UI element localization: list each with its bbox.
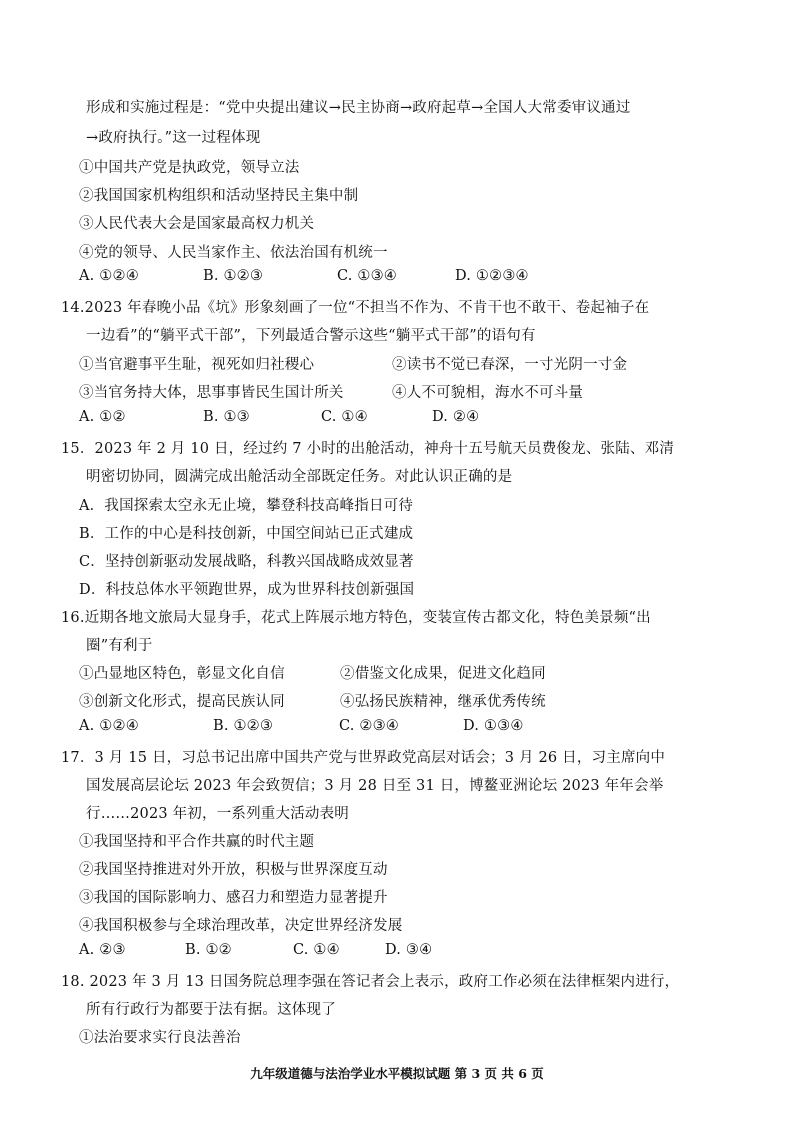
q14-option-d: D. ②④ [432,409,480,425]
q16-statement-2: ②借鉴文化成果，促进文化趋同 [340,666,546,682]
q18-stem-line1: 18. 2023 年 3 月 13 日国务院总理李强在答记者会上表示，政府工作必须在法律框架内进行， [61,974,680,990]
q13-statement-1: ①中国共产党是执政党，领导立法 [79,160,300,176]
q14-option-b: B. ①③ [203,409,250,425]
q14-statement-2: ②读书不觉已春深，一寸光阴一寸金 [392,357,628,373]
q17-option-a: A. ②③ [79,942,126,958]
q17-option-b: B. ①② [185,942,232,958]
q13-statement-2: ②我国国家机构组织和活动坚持民主集中制 [79,188,359,204]
q16-option-c: C. ②③④ [339,718,399,734]
q13-statement-4: ④党的领导、人民当家作主、依法治国有机统一 [79,245,388,261]
q16-statement-3: ③创新文化形式，提高民族认同 [79,694,285,710]
q16-statement-4: ④弘扬民族精神，继承优秀传统 [340,694,546,710]
q13-statement-3: ③人民代表大会是国家最高权力机关 [79,216,315,232]
q16-option-a: A. ①②④ [79,718,139,734]
q17-statement-4: ④我国积极参与全球治理改革，决定世界经济发展 [79,918,403,934]
q13-option-c: C. ①③④ [337,268,397,284]
q16-options [79,718,524,734]
q16-option-d: D. ①③④ [463,718,524,734]
q15-option-d: D．科技总体水平领跑世界，成为世界科技创新强国 [79,582,415,598]
q18-statement-1: ①法治要求实行良法善治 [79,1030,241,1046]
q17-options [79,942,432,958]
q17-option-d: D. ③④ [385,942,433,958]
q15-option-b: B．工作的中心是科技创新，中国空间站已正式建成 [79,526,414,542]
q14-options [79,409,479,425]
q15-stem-line2: 明密切协同，圆满完成出舱活动全部既定任务。对此认识正确的是 [86,469,513,485]
q13-options [79,268,529,284]
q15-option-c: C．坚持创新驱动发展战略，科教兴国战略成效显著 [79,554,414,570]
q14-stem-line2: 一边看”的“躺平式干部”，下列最适合警示这些“躺平式干部”的语句有 [86,328,536,344]
q15-stem-line1: 15．2023 年 2 月 10 日，经过约 7 小时的出舱活动，神舟十五号航天员费俊龙、张陆、邓清 [61,441,675,457]
q16-stem-line2: 圈”有利于 [86,638,153,654]
q18-stem-line2: 所有行政行为都要于法有据。这体现了 [86,1002,336,1018]
q13-option-b: B. ①②③ [203,268,264,284]
q17-stem-line1: 17．3 月 15 日，习总书记出席中国共产党与世界政党高层对话会；3 月 26 日，习主席向中 [61,750,666,766]
q14-statement-1: ①当官避事平生耻，视死如归社稷心 [79,357,315,373]
q14-option-c: C. ①④ [321,409,368,425]
q14-option-a: A. ①② [79,409,126,425]
q14-statement-3: ③当官务持大体，思事事皆民生国计所关 [79,385,344,401]
q13-stem-line1: 形成和实施过程是：“党中央提出建议→民主协商→政府起草→全国人大常委审议通过 [86,100,631,116]
q16-stem-line1: 16.近期各地文旅局大显身手，花式上阵展示地方特色，变装宣传古都文化，特色美景频“出 [61,610,651,626]
q13-option-d: D. ①②③④ [455,268,529,284]
q14-stem-line1: 14.2023 年春晚小品《坑》形象刻画了一位“不担当不作为、不肯干也不敢干、卷起袖子在 [61,300,650,316]
q17-option-c: C. ①④ [293,942,340,958]
q17-statement-1: ①我国坚持和平合作共赢的时代主题 [79,834,315,850]
q13-option-a: A. ①②④ [79,268,139,284]
q14-statement-4: ④人不可貌相，海水不可斗量 [392,385,584,401]
page-footer: 九年级道德与法治学业水平模拟试题 第 3 页 共 6 页 [250,1066,544,1081]
q13-stem-line2: →政府执行。”这一过程体现 [86,130,261,146]
q16-option-b: B. ①②③ [213,718,274,734]
q17-statement-3: ③我国的国际影响力、感召力和塑造力显著提升 [79,890,388,906]
q15-option-a: A．我国探索太空永无止境，攀登科技高峰指日可待 [79,498,414,514]
q17-stem-line2: 国发展高层论坛 2023 年会致贺信；3 月 28 日至 31 日，博鳌亚洲论坛 2023 年年会举 [86,778,664,794]
q16-statement-1: ①凸显地区特色，彰显文化自信 [79,666,285,682]
q17-stem-line3: 行……2023 年初，一系列重大活动表明 [86,806,350,822]
q17-statement-2: ②我国坚持推进对外开放，积极与世界深度互动 [79,862,388,878]
